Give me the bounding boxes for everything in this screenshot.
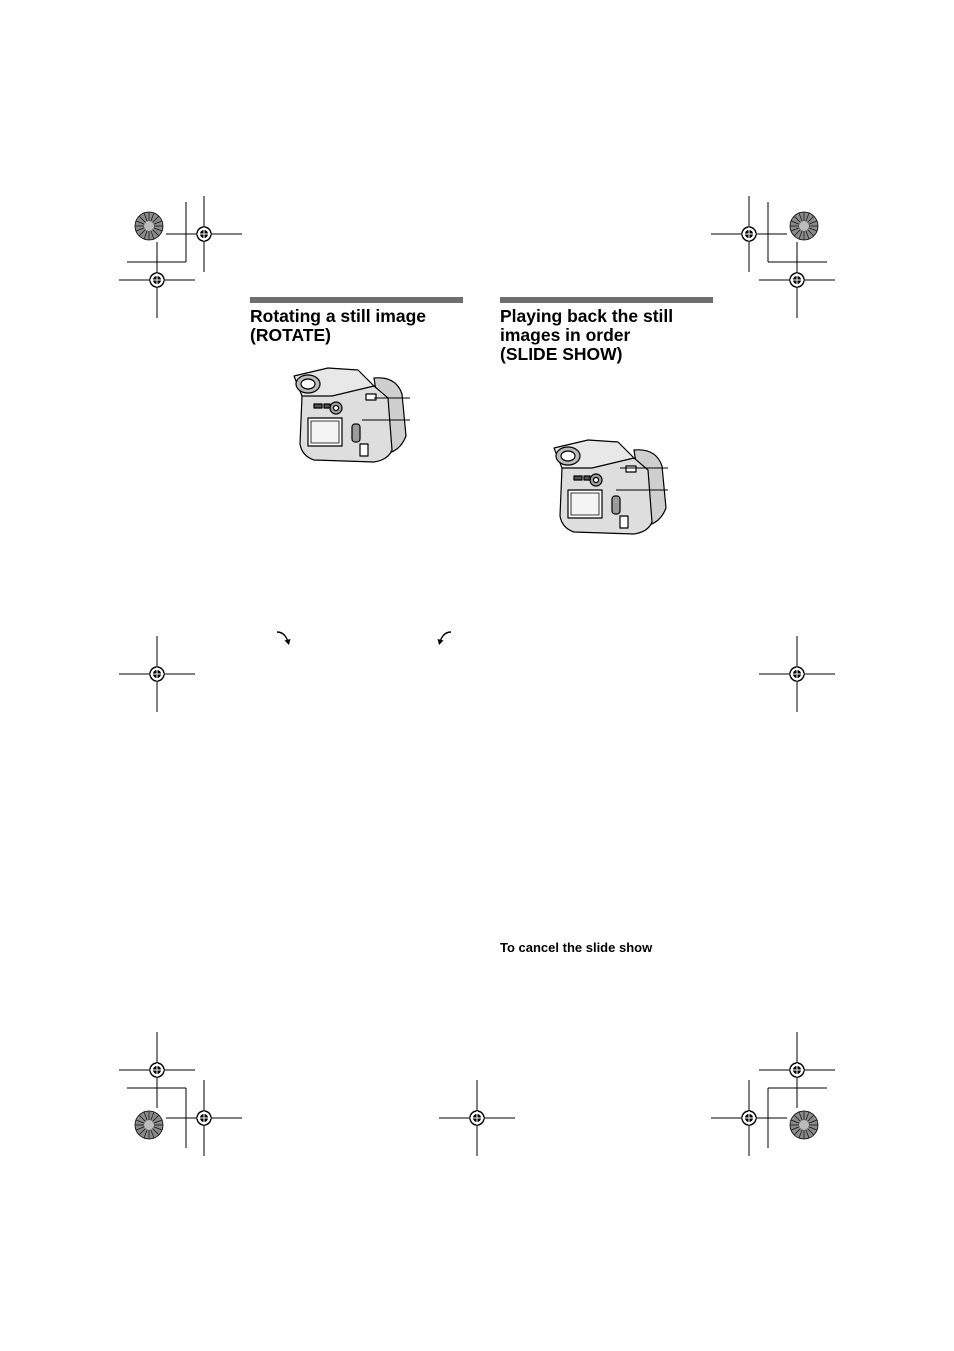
rotate-clockwise-icon <box>276 630 294 648</box>
camera-illustration-slide-show <box>548 436 678 536</box>
section-rule-rotate <box>250 297 463 303</box>
section-rule-slide-show <box>500 297 713 303</box>
rotate-title-line2: (ROTATE) <box>250 325 331 345</box>
slideshow-title-line1: Playing back the still <box>500 306 674 326</box>
camera-illustration-rotate <box>288 364 418 464</box>
rotate-counterclockwise-icon <box>435 630 453 648</box>
slideshow-title-line2: images in order <box>500 325 631 345</box>
rotate-title-line1: Rotating a still image <box>250 306 426 326</box>
cancel-slide-show-heading: To cancel the slide show <box>500 940 653 955</box>
slideshow-title-line3: (SLIDE SHOW) <box>500 344 623 364</box>
